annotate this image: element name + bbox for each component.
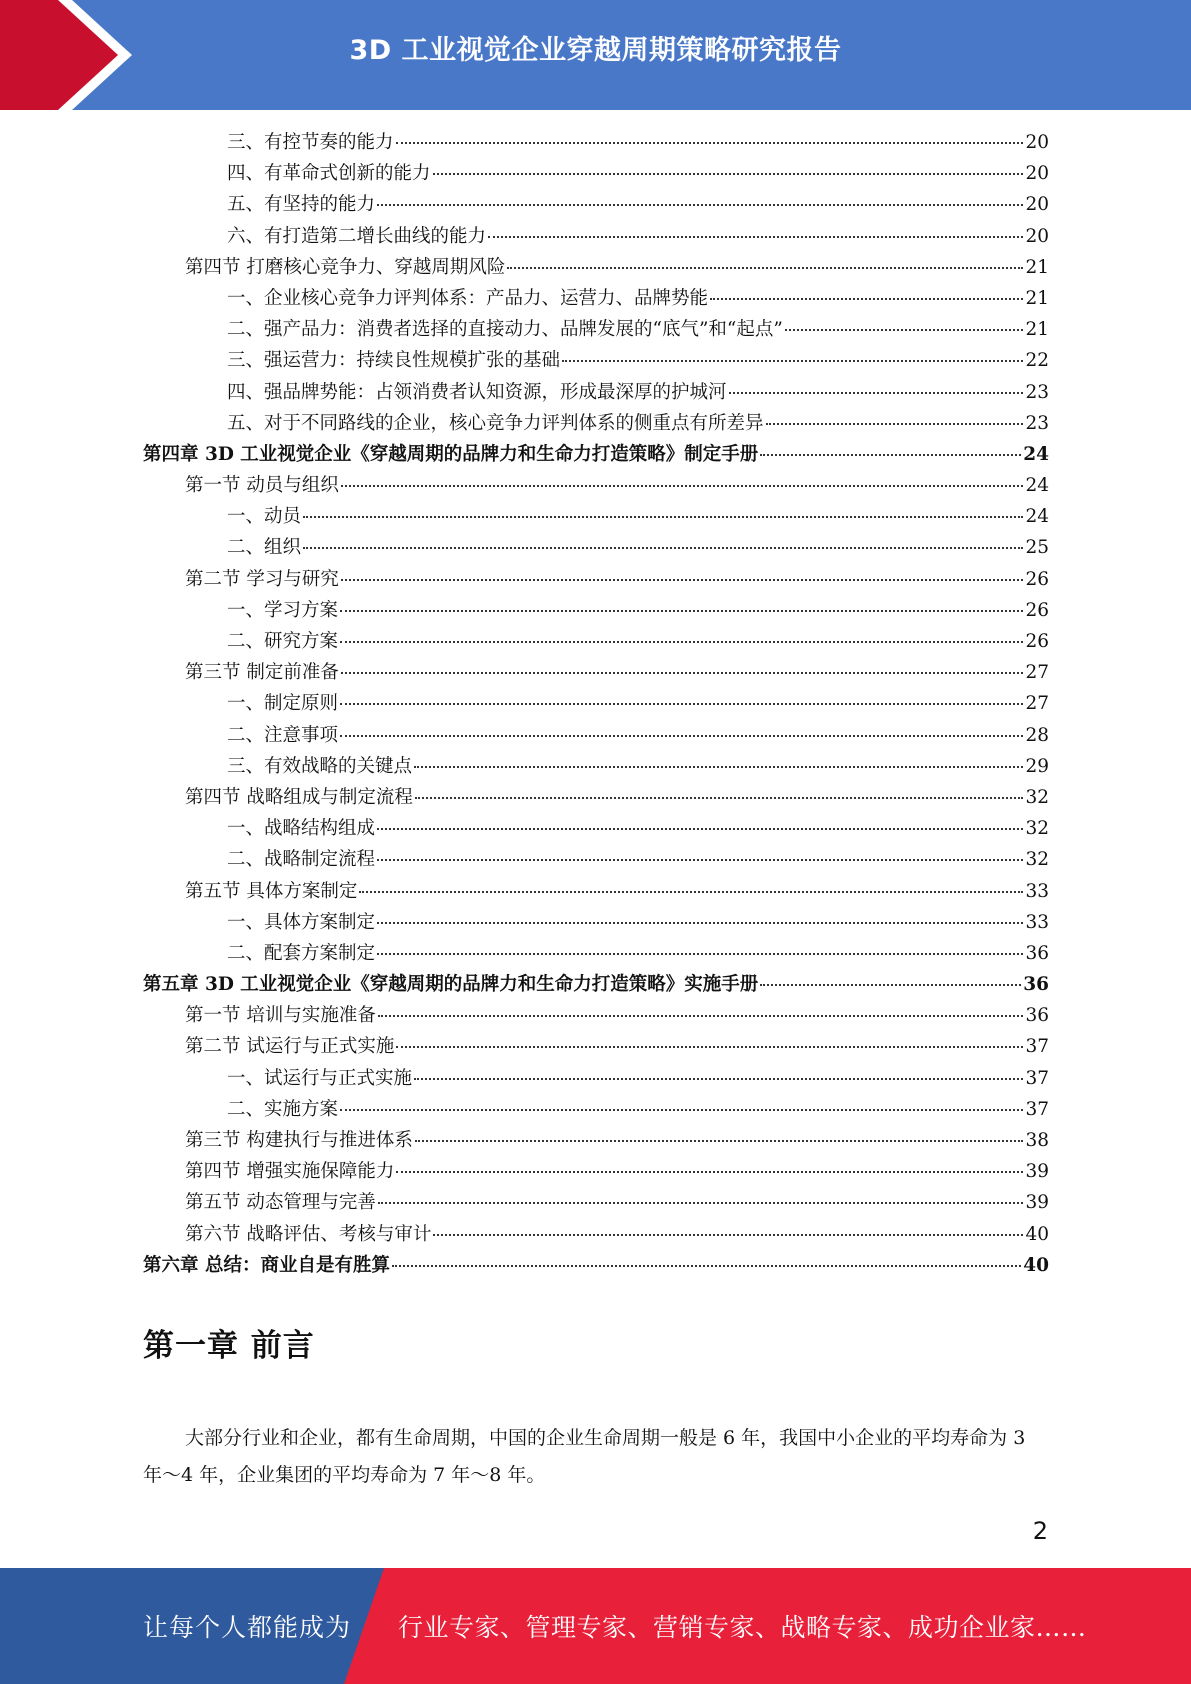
toc-entry-label: 四、强品牌势能：占领消费者认知资源，形成最深厚的护城河 (227, 381, 727, 403)
toc-entry[interactable] (143, 813, 1049, 844)
toc-entry[interactable] (143, 657, 1049, 688)
toc-entry[interactable] (143, 1250, 1049, 1281)
toc-leader-dots (377, 858, 1023, 861)
toc-entry[interactable] (143, 876, 1049, 907)
toc-entry-label: 第五节 具体方案制定 (185, 880, 358, 902)
toc-entry[interactable] (143, 189, 1049, 220)
toc-entry-label: 二、注意事项 (227, 724, 339, 746)
toc-entry-page: 32 (1025, 786, 1049, 808)
toc-entry-label: 一、企业核心竞争力评判体系：产品力、运营力、品牌势能 (227, 287, 709, 309)
toc-entry-page: 26 (1025, 568, 1049, 590)
toc-entry[interactable] (143, 938, 1049, 969)
toc-entry-label: 二、实施方案 (227, 1098, 339, 1120)
toc-entry-page: 33 (1025, 880, 1049, 902)
toc-entry-page: 37 (1025, 1098, 1049, 1120)
toc-leader-dots (378, 1014, 1024, 1017)
toc-entry-page: 37 (1025, 1036, 1049, 1058)
toc-entry-page: 32 (1025, 849, 1049, 871)
toc-leader-dots (415, 796, 1024, 799)
toc-leader-dots (392, 1264, 1021, 1267)
toc-leader-dots (785, 328, 1024, 331)
toc-leader-dots (710, 297, 1023, 300)
toc-entry[interactable] (143, 907, 1049, 938)
footer-slogan-left: 让每个人都能成为 (143, 1613, 352, 1642)
toc-leader-dots (766, 422, 1024, 425)
toc-entry-label: 一、动员 (227, 506, 302, 528)
toc-entry[interactable] (143, 720, 1049, 751)
toc-entry[interactable] (143, 1219, 1049, 1250)
toc-leader-dots (340, 702, 1023, 705)
toc-leader-dots (377, 827, 1023, 830)
toc-leader-dots (340, 734, 1023, 737)
toc-entry[interactable] (143, 1031, 1049, 1062)
toc-entry-page: 39 (1025, 1192, 1049, 1214)
toc-entry[interactable] (143, 283, 1049, 314)
page-footer (0, 1568, 1191, 1684)
toc-entry-label: 三、强运营力：持续良性规模扩张的基础 (227, 350, 561, 372)
toc-entry[interactable] (143, 1000, 1049, 1031)
toc-entry-page: 23 (1025, 412, 1049, 434)
toc-entry-label: 二、研究方案 (227, 631, 339, 652)
toc-leader-dots (303, 515, 1023, 518)
toc-entry[interactable] (143, 345, 1049, 376)
toc-leader-dots (729, 391, 1024, 394)
toc-entry[interactable] (143, 532, 1049, 563)
toc-entry-label: 三、有效战略的关键点 (227, 755, 413, 777)
toc-entry[interactable] (143, 564, 1049, 595)
toc-entry-label: 二、战略制定流程 (227, 849, 376, 871)
toc-entry-page: 38 (1025, 1130, 1049, 1151)
toc-entry[interactable] (143, 1094, 1049, 1125)
toc-entry[interactable] (143, 1156, 1049, 1187)
toc-entry-page: 24 (1025, 506, 1049, 528)
toc-leader-dots (414, 1077, 1023, 1080)
toc-entry[interactable] (143, 439, 1049, 470)
toc-entry-page: 20 (1025, 225, 1049, 247)
toc-entry-page: 24 (1023, 443, 1049, 465)
toc-entry-page: 22 (1025, 350, 1049, 372)
toc-entry-page: 40 (1023, 1254, 1049, 1276)
toc-entry-label: 第四节 增强实施保障能力 (185, 1161, 395, 1183)
report-title: 3D 工业视觉企业穿越周期策略研究报告 (349, 35, 842, 66)
footer-slogan-right: 行业专家、管理专家、营销专家、战略专家、成功企业家…… (398, 1613, 1087, 1642)
toc-entry-page: 23 (1025, 381, 1049, 403)
toc-leader-dots (303, 546, 1023, 549)
toc-entry[interactable] (143, 158, 1049, 189)
toc-entry-page: 36 (1025, 1005, 1049, 1027)
toc-entry-label: 第一节 动员与组织 (185, 475, 339, 497)
toc-leader-dots (415, 1139, 1024, 1142)
toc-entry-page: 39 (1025, 1161, 1049, 1183)
toc-leader-dots (340, 609, 1023, 612)
toc-entry[interactable] (143, 252, 1049, 283)
toc-entry[interactable] (143, 595, 1049, 626)
toc-entry-label: 二、强产品力：消费者选择的直接动力、品牌发展的“底气”和“起点” (227, 319, 783, 341)
toc-entry[interactable] (143, 782, 1049, 813)
toc-entry-label: 一、学习方案 (227, 599, 339, 621)
toc-entry[interactable] (143, 751, 1049, 782)
toc-entry-page: 36 (1025, 942, 1049, 964)
toc-entry-label: 第六节 战略评估、考核与审计 (185, 1223, 432, 1245)
toc-entry-label: 第四章 3D 工业视觉企业《穿越周期的品牌力和生命力打造策略》制定手册 (143, 443, 759, 465)
toc-leader-dots (396, 1045, 1023, 1048)
toc-entry-label: 第四节 战略组成与制定流程 (185, 786, 413, 808)
toc-entry-label: 第五章 3D 工业视觉企业《穿越周期的品牌力和生命力打造策略》实施手册 (143, 974, 759, 996)
toc-leader-dots (341, 671, 1024, 674)
toc-entry[interactable] (143, 408, 1049, 439)
toc-entry-label: 三、有控节奏的能力 (227, 132, 394, 153)
toc-entry-page: 32 (1025, 818, 1049, 840)
toc-entry-label: 二、组织 (227, 537, 302, 559)
toc-entry-page: 24 (1025, 475, 1049, 497)
toc-entry[interactable] (143, 501, 1049, 532)
toc-entry-page: 29 (1025, 755, 1049, 777)
toc-leader-dots (377, 203, 1023, 206)
toc-entry-label: 一、战略结构组成 (227, 818, 376, 840)
toc-entry-page: 21 (1025, 287, 1049, 309)
toc-leader-dots (377, 921, 1023, 924)
toc-entry-label: 六、有打造第二增长曲线的能力 (227, 225, 487, 247)
toc-entry[interactable] (143, 844, 1049, 875)
toc-entry[interactable] (143, 1125, 1049, 1156)
toc-entry-page: 27 (1025, 693, 1049, 715)
toc-entry-page: 21 (1025, 256, 1049, 278)
toc-entry-page: 37 (1025, 1067, 1049, 1089)
toc-leader-dots (507, 266, 1023, 269)
toc-leader-dots (340, 1108, 1023, 1111)
toc-entry[interactable] (143, 688, 1049, 719)
toc-entry-page: 26 (1025, 599, 1049, 621)
toc-leader-dots (760, 983, 1021, 986)
toc-entry-label: 四、有革命式创新的能力 (227, 163, 431, 185)
toc-entry-label: 五、有坚持的能力 (227, 194, 376, 216)
toc-entry-label: 一、制定原则 (227, 693, 339, 715)
toc-leader-dots (396, 1170, 1023, 1173)
toc-leader-dots (414, 765, 1023, 768)
toc-entry[interactable] (143, 1063, 1049, 1094)
toc-entry-label: 五、对于不同路线的企业，核心竞争力评判体系的侧重点有所差异 (227, 412, 764, 434)
toc-entry-label: 一、试运行与正式实施 (227, 1067, 413, 1089)
toc-entry-label: 第六章 总结：商业自是有胜算 (143, 1254, 390, 1276)
toc-entry-page: 26 (1025, 631, 1049, 652)
toc-entry[interactable] (143, 377, 1049, 408)
toc-entry-page: 21 (1025, 319, 1049, 341)
toc-leader-dots (341, 484, 1024, 487)
toc-entry-page: 28 (1025, 724, 1049, 746)
toc-entry-label: 第三节 构建执行与推进体系 (185, 1130, 413, 1151)
toc-leader-dots (433, 172, 1024, 175)
toc-entry[interactable] (143, 314, 1049, 345)
toc-leader-dots (488, 235, 1023, 238)
chapter-heading: 第一章 前言 (143, 1328, 315, 1364)
toc-entry-page: 40 (1025, 1223, 1049, 1245)
toc-entry[interactable] (143, 470, 1049, 501)
toc-entry[interactable] (143, 969, 1049, 1000)
toc-entry[interactable] (143, 221, 1049, 252)
toc-entry-page: 20 (1025, 194, 1049, 216)
toc-entry-page: 36 (1023, 974, 1049, 996)
toc-leader-dots (341, 578, 1024, 581)
toc-entry[interactable] (143, 626, 1049, 657)
toc-entry-page: 20 (1025, 132, 1049, 153)
toc-entry-label: 第三节 制定前准备 (185, 662, 339, 684)
toc-leader-dots (340, 640, 1023, 643)
toc-entry-page: 20 (1025, 163, 1049, 185)
page-header (0, 0, 1191, 110)
toc-entry-label: 第一节 培训与实施准备 (185, 1005, 376, 1027)
toc-entry-label: 第五节 动态管理与完善 (185, 1192, 376, 1214)
page-number: 2 (1032, 1517, 1048, 1545)
toc-entry[interactable] (143, 127, 1049, 158)
table-of-contents (143, 127, 1049, 1281)
toc-leader-dots (760, 453, 1021, 456)
toc-leader-dots (378, 1201, 1024, 1204)
toc-entry-page: 27 (1025, 662, 1049, 684)
toc-entry-page: 25 (1025, 537, 1049, 559)
toc-entry-label: 二、配套方案制定 (227, 942, 376, 964)
toc-leader-dots (359, 890, 1023, 893)
toc-leader-dots (433, 1233, 1023, 1236)
toc-leader-dots (396, 141, 1024, 144)
toc-entry-label: 第四节 打磨核心竞争力、穿越周期风险 (185, 256, 506, 278)
toc-entry-page: 33 (1025, 911, 1049, 933)
toc-leader-dots (377, 952, 1023, 955)
toc-entry-label: 第二节 学习与研究 (185, 568, 339, 590)
chapter-paragraph: 大部分行业和企业，都有生命周期，中国的企业生命周期一般是 6 年，我国中小企业的平均寿命为 3 年～4 年，企业集团的平均寿命为 7 年～8 年。 (143, 1427, 1026, 1486)
toc-leader-dots (562, 359, 1023, 362)
toc-entry-label: 一、具体方案制定 (227, 911, 376, 933)
toc-entry[interactable] (143, 1187, 1049, 1218)
toc-entry-label: 第二节 试运行与正式实施 (185, 1036, 395, 1058)
